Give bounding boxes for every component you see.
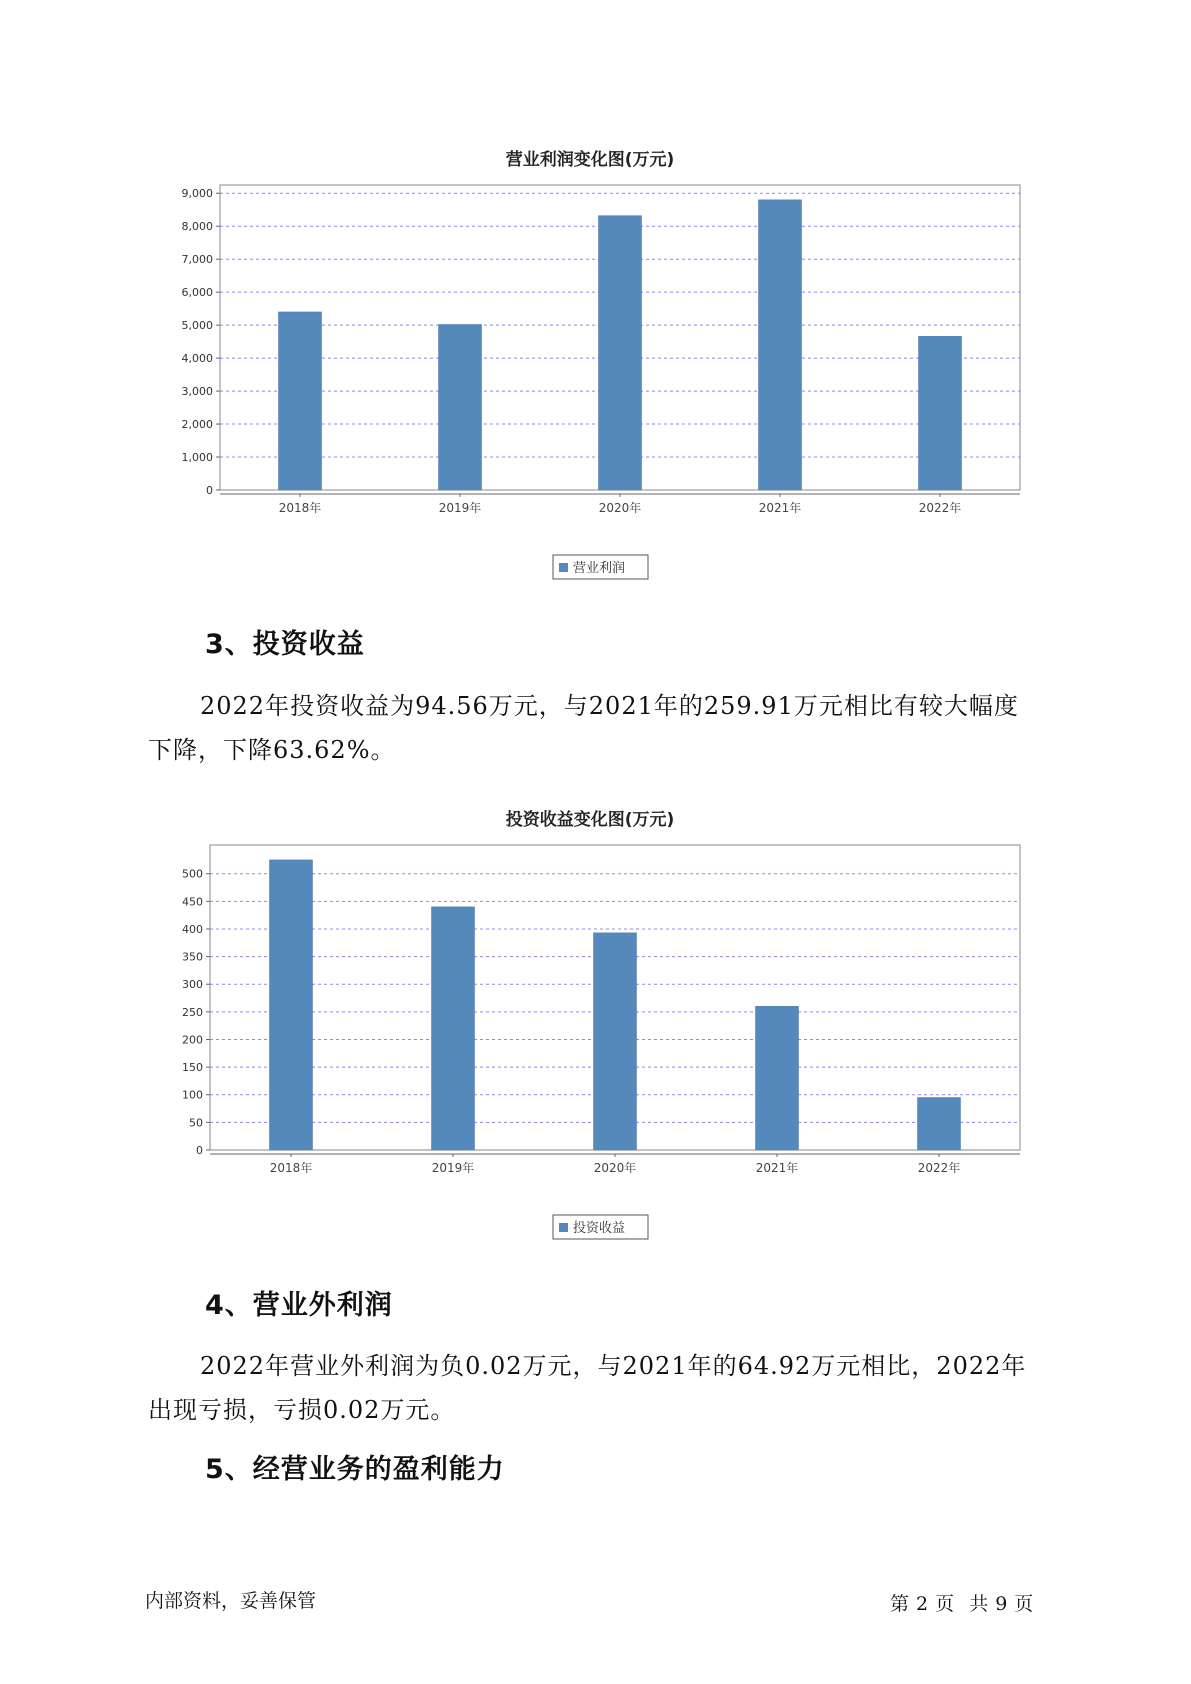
bar [759,200,802,490]
legend [553,1215,648,1239]
paragraph-line [148,728,1060,772]
y-tick-label: 50 [189,1116,203,1130]
bar [279,312,322,490]
investment-income-paragraph [148,684,1060,772]
paragraph-line [148,1388,1060,1432]
x-tick-label: 2022年 [917,1161,961,1175]
y-tick-label: 0 [196,1144,203,1157]
bar [918,1098,961,1150]
x-tick-label: 2020年 [598,501,642,515]
section-heading-profitability: 5、经营业务的盈利能力 [205,1454,505,1485]
page-prefix: 第 [890,1593,911,1615]
paragraph-line [148,684,1060,728]
y-tick-label: 450 [182,895,203,909]
chart-title: 营业利润变化图(万元) [505,150,675,170]
x-tick-label: 2018年 [278,501,322,515]
legend-swatch [559,563,568,572]
y-tick-label: 1,000 [181,451,213,465]
bar [756,1006,799,1150]
page-total: 9 [995,1593,1009,1615]
y-tick-label: 2,000 [181,418,213,432]
investment-income-chart-svg [140,800,1040,1260]
y-tick-label: 500 [182,867,203,881]
y-tick-label: 5,000 [181,319,213,333]
y-tick-label: 150 [182,1061,203,1075]
page-suffix: 页 [1014,1593,1035,1615]
footer-page-number [890,1589,1040,1616]
footer-confidential-note: 内部资料，妥善保管 [145,1590,317,1612]
section-heading-investment-income: 3、投资收益 [205,629,365,660]
x-tick-label: 2019年 [431,1161,475,1175]
legend [553,555,648,579]
non-operating-profit-paragraph [148,1344,1060,1432]
y-tick-label: 100 [182,1088,203,1102]
y-tick-label: 400 [182,922,203,936]
legend-label: 营业利润 [573,561,626,576]
y-tick-label: 200 [182,1033,203,1047]
y-tick-label: 8,000 [181,220,213,234]
bar [439,324,482,490]
x-tick-label: 2022年 [918,501,962,515]
paragraph-text: 2022年投资收益为94.56万元，与2021年的259.91万元相比有较大幅度 [200,692,1019,720]
y-tick-label: 350 [182,950,203,964]
bar [599,216,642,490]
y-tick-label: 3,000 [181,385,213,399]
y-tick-label: 0 [206,484,213,497]
paragraph-line [148,1344,1060,1388]
operating-profit-chart-svg [140,140,1040,600]
y-tick-label: 300 [182,978,203,992]
x-tick-label: 2021年 [755,1161,799,1175]
page-current: 2 [916,1593,930,1615]
section-heading-non-operating-profit: 4、营业外利润 [205,1290,393,1321]
y-tick-label: 250 [182,1005,203,1019]
legend-swatch [559,1223,568,1232]
y-tick-label: 7,000 [181,253,213,267]
y-tick-label: 4,000 [181,352,213,366]
x-tick-label: 2020年 [593,1161,637,1175]
bar [594,933,637,1150]
y-tick-label: 9,000 [181,187,213,201]
legend-label: 投资收益 [573,1221,626,1236]
x-tick-label: 2021年 [758,501,802,515]
paragraph-text: 2022年营业外利润为负0.02万元，与2021年的64.92万元相比，2022年 [200,1352,1027,1380]
bar [270,860,313,1150]
y-tick-label: 6,000 [181,286,213,300]
x-tick-label: 2019年 [438,501,482,515]
paragraph-text: 下降，下降63.62%。 [148,736,396,764]
page-mid: 页 共 [935,1593,990,1615]
paragraph-text: 出现亏损，亏损0.02万元。 [148,1396,456,1424]
bar [919,336,962,490]
x-tick-label: 2018年 [269,1161,313,1175]
bar [432,907,475,1150]
chart-title: 投资收益变化图(万元) [505,810,675,830]
